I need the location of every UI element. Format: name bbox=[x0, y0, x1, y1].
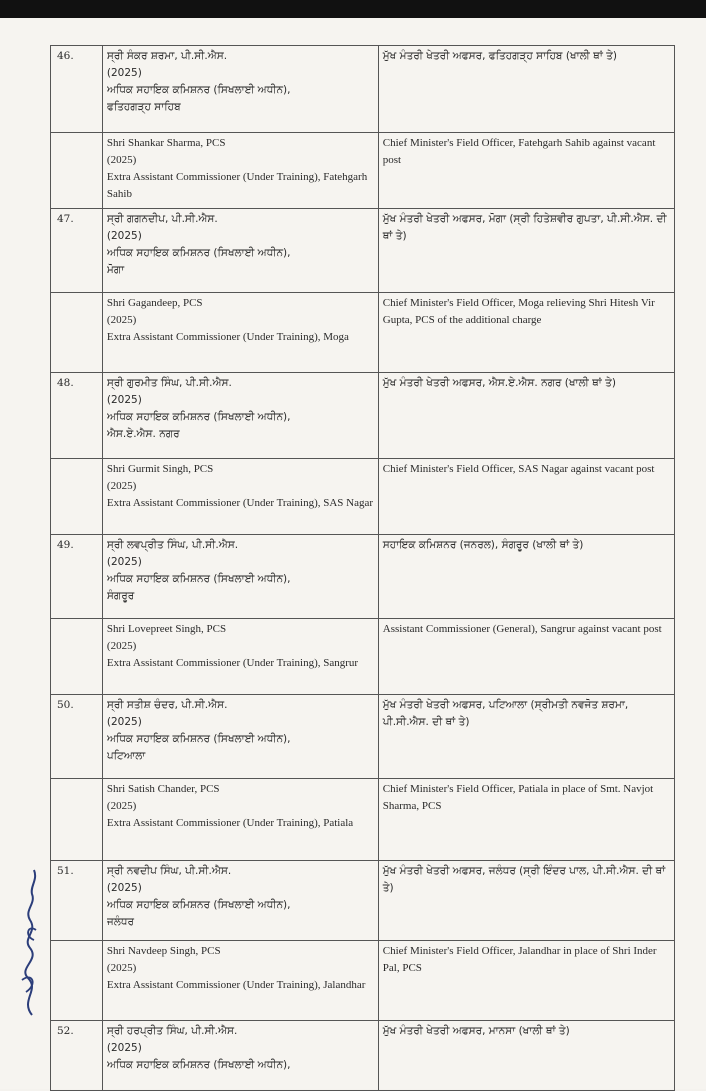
punjabi-officer-details: ਸ੍ਰੀ ਨਵਦੀਪ ਸਿੰਘ, ਪੀ.ਸੀ.ਐਸ. (2025) ਅਧਿਕ ਸਹਾਇਕ ਕਮਿਸ਼ਨਰ (ਸਿਖਲਾਈ ਅਧੀਨ), ਜਲੰਧਰ bbox=[102, 861, 378, 941]
english-posting: Assistant Commissioner (General), Sangrur against vacant post bbox=[378, 619, 674, 695]
english-posting: Chief Minister's Field Officer, SAS Nagar against vacant post bbox=[378, 459, 674, 535]
english-officer-details: Shri Shankar Sharma, PCS (2025) Extra Assistant Commissioner (Under Training), Fatehgarh Sahib bbox=[102, 133, 378, 209]
entry-52-punjabi-row bbox=[51, 1021, 675, 1091]
punjabi-officer-details: ਸ੍ਰੀ ਸੰਕਰ ਸ਼ਰਮਾ, ਪੀ.ਸੀ.ਐਸ. (2025) ਅਧਿਕ ਸਹਾਇਕ ਕਮਿਸ਼ਨਰ (ਸਿਖਲਾਈ ਅਧੀਨ), ਫਤਿਹਗੜ੍ਹ ਸਾਹਿਬ bbox=[102, 46, 378, 133]
serial-number: 50. bbox=[51, 695, 103, 779]
punjabi-posting: ਮੁੱਖ ਮੰਤਰੀ ਖੇਤਰੀ ਅਫਸਰ, ਫਤਿਹਗੜ੍ਹ ਸਾਹਿਬ (ਖਾਲੀ ਥਾਂ ਤੇ) bbox=[378, 46, 674, 133]
english-officer-details: Shri Navdeep Singh, PCS (2025) Extra Assistant Commissioner (Under Training), Jalandhar bbox=[102, 941, 378, 1021]
english-officer-details: Shri Gurmit Singh, PCS (2025) Extra Assistant Commissioner (Under Training), SAS Nagar bbox=[102, 459, 378, 535]
entry-50-english-row bbox=[51, 779, 675, 861]
punjabi-officer-details: ਸ੍ਰੀ ਹਰਪ੍ਰੀਤ ਸਿੰਘ, ਪੀ.ਸੀ.ਐਸ. (2025) ਅਧਿਕ ਸਹਾਇਕ ਕਮਿਸ਼ਨਰ (ਸਿਖਲਾਈ ਅਧੀਨ), bbox=[102, 1021, 378, 1091]
english-posting: Chief Minister's Field Officer, Jalandhar in place of Shri Inder Pal, PCS bbox=[378, 941, 674, 1021]
serial-number: 51. bbox=[51, 861, 103, 941]
punjabi-officer-details: ਸ੍ਰੀ ਗਗਨਦੀਪ, ਪੀ.ਸੀ.ਐਸ. (2025) ਅਧਿਕ ਸਹਾਇਕ ਕਮਿਸ਼ਨਰ (ਸਿਖਲਾਈ ਅਧੀਨ), ਮੋਗਾ bbox=[102, 209, 378, 293]
punjabi-posting: ਸਹਾਇਕ ਕਮਿਸ਼ਨਰ (ਜਨਰਲ), ਸੰਗਰੂਰ (ਖਾਲੀ ਥਾਂ ਤੇ) bbox=[378, 535, 674, 619]
serial-number: 46. bbox=[51, 46, 103, 133]
transfer-orders-table bbox=[50, 45, 675, 1091]
entry-46-punjabi-row bbox=[51, 46, 675, 133]
english-officer-details: Shri Gagandeep, PCS (2025) Extra Assistant Commissioner (Under Training), Moga bbox=[102, 293, 378, 373]
english-posting: Chief Minister's Field Officer, Moga relieving Shri Hitesh Vir Gupta, PCS of the additional charge bbox=[378, 293, 674, 373]
punjabi-posting: ਮੁੱਖ ਮੰਤਰੀ ਖੇਤਰੀ ਅਫਸਰ, ਮਾਨਸਾ (ਖਾਲੀ ਥਾਂ ਤੇ) bbox=[378, 1021, 674, 1091]
entry-51-english-row bbox=[51, 941, 675, 1021]
punjabi-officer-details: ਸ੍ਰੀ ਗੁਰਮੀਤ ਸਿੰਘ, ਪੀ.ਸੀ.ਐਸ. (2025) ਅਧਿਕ ਸਹਾਇਕ ਕਮਿਸ਼ਨਰ (ਸਿਖਲਾਈ ਅਧੀਨ), ਐਸ.ਏ.ਐਸ. ਨਗਰ bbox=[102, 373, 378, 459]
entry-50-punjabi-row bbox=[51, 695, 675, 779]
punjabi-posting: ਮੁੱਖ ਮੰਤਰੀ ਖੇਤਰੀ ਅਫਸਰ, ਪਟਿਆਲਾ (ਸ੍ਰੀਮਤੀ ਨਵਜੋਤ ਸ਼ਰਮਾ, ਪੀ.ਸੀ.ਐਸ. ਦੀ ਥਾਂ ਤੇ) bbox=[378, 695, 674, 779]
serial-number: 52. bbox=[51, 1021, 103, 1091]
handwritten-signature bbox=[10, 860, 50, 1020]
entry-48-punjabi-row bbox=[51, 373, 675, 459]
serial-number: 47. bbox=[51, 209, 103, 293]
punjabi-officer-details: ਸ੍ਰੀ ਸਤੀਸ਼ ਚੰਦਰ, ਪੀ.ਸੀ.ਐਸ. (2025) ਅਧਿਕ ਸਹਾਇਕ ਕਮਿਸ਼ਨਰ (ਸਿਖਲਾਈ ਅਧੀਨ), ਪਟਿਆਲਾ bbox=[102, 695, 378, 779]
serial-number: 49. bbox=[51, 535, 103, 619]
punjabi-posting: ਮੁੱਖ ਮੰਤਰੀ ਖੇਤਰੀ ਅਫਸਰ, ਐਸ.ਏ.ਐਸ. ਨਗਰ (ਖਾਲੀ ਥਾਂ ਤੇ) bbox=[378, 373, 674, 459]
entry-47-english-row bbox=[51, 293, 675, 373]
punjabi-officer-details: ਸ੍ਰੀ ਲਵਪ੍ਰੀਤ ਸਿੰਘ, ਪੀ.ਸੀ.ਐਸ. (2025) ਅਧਿਕ ਸਹਾਇਕ ਕਮਿਸ਼ਨਰ (ਸਿਖਲਾਈ ਅਧੀਨ), ਸੰਗਰੂਰ bbox=[102, 535, 378, 619]
english-officer-details: Shri Satish Chander, PCS (2025) Extra Assistant Commissioner (Under Training), Patiala bbox=[102, 779, 378, 861]
entry-47-punjabi-row bbox=[51, 209, 675, 293]
english-officer-details: Shri Lovepreet Singh, PCS (2025) Extra Assistant Commissioner (Under Training), Sangrur bbox=[102, 619, 378, 695]
punjabi-posting: ਮੁੱਖ ਮੰਤਰੀ ਖੇਤਰੀ ਅਫਸਰ, ਮੋਗਾ (ਸ੍ਰੀ ਹਿਤੇਸ਼ਵੀਰ ਗੁਪਤਾ, ਪੀ.ਸੀ.ਐਸ. ਦੀ ਥਾਂ ਤੇ) bbox=[378, 209, 674, 293]
english-posting: Chief Minister's Field Officer, Fatehgarh Sahib against vacant post bbox=[378, 133, 674, 209]
english-posting: Chief Minister's Field Officer, Patiala in place of Smt. Navjot Sharma, PCS bbox=[378, 779, 674, 861]
entry-49-english-row bbox=[51, 619, 675, 695]
entry-51-punjabi-row bbox=[51, 861, 675, 941]
entry-49-punjabi-row bbox=[51, 535, 675, 619]
entry-48-english-row bbox=[51, 459, 675, 535]
top-dark-bar bbox=[0, 0, 706, 18]
punjabi-posting: ਮੁੱਖ ਮੰਤਰੀ ਖੇਤਰੀ ਅਫਸਰ, ਜਲੰਧਰ (ਸ੍ਰੀ ਇੰਦਰ ਪਾਲ, ਪੀ.ਸੀ.ਐਸ. ਦੀ ਥਾਂ ਤੇ) bbox=[378, 861, 674, 941]
entry-46-english-row bbox=[51, 133, 675, 209]
serial-number: 48. bbox=[51, 373, 103, 459]
